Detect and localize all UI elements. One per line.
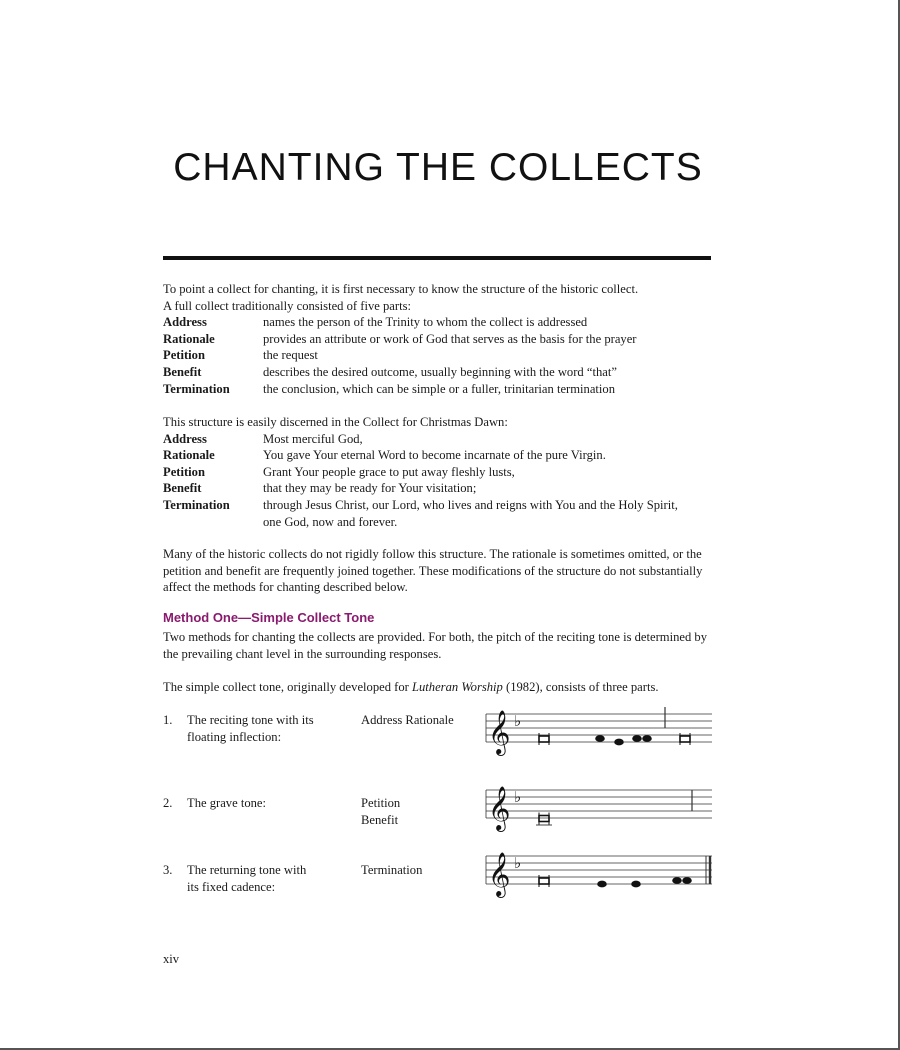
part-row-benefit [163, 364, 713, 381]
tone-parts: Petition Benefit [361, 796, 401, 827]
note-icon [597, 881, 607, 888]
part-definition: provides an attribute or work of God that serves as the basis for the prayer [263, 331, 637, 346]
part-term: Petition [163, 348, 205, 363]
example-row-rationale [163, 447, 713, 464]
book-title: Lutheran Worship [412, 680, 503, 694]
returning-tone-staff [484, 846, 714, 902]
treble-clef-icon: 𝄞 [488, 710, 511, 754]
note-icon [642, 735, 652, 742]
example-text: Grant Your people grace to put away fleshly lusts, [263, 464, 515, 479]
part-term: Termination [163, 381, 230, 396]
tone-number: 2. [163, 796, 173, 810]
example-term: Address [163, 431, 207, 446]
part-definition: the conclusion, which can be simple or a fuller, trinitarian termination [263, 381, 616, 396]
part-row-address [163, 314, 713, 331]
tone-description: The reciting tone with its floating inflection: [187, 713, 314, 744]
breve-note-icon [536, 813, 552, 826]
part-row-rationale [163, 331, 713, 348]
part-definition: describes the desired outcome, usually beginning with the word “that” [263, 364, 617, 379]
tone-parts: Address Rationale [361, 713, 454, 727]
example-text: through Jesus Christ, our Lord, who lives and reigns with You and the Holy Spirit, one God, now and forever. [263, 497, 678, 529]
intro-line-2: A full collect traditionally consisted of five parts: [163, 298, 411, 313]
method-section [163, 629, 713, 662]
treble-clef-icon: 𝄞 [488, 852, 511, 896]
grave-tone-staff [484, 780, 714, 836]
tone-parts: Termination [361, 863, 423, 877]
title-rule [163, 256, 711, 260]
intro-line-1: To point a collect for chanting, it is first necessary to know the structure of the historic collect. [163, 282, 639, 296]
note-icon [632, 735, 642, 742]
treble-clef-icon: 𝄞 [488, 786, 511, 830]
example-term: Petition [163, 464, 205, 479]
reciting-tone-staff [484, 704, 714, 760]
example-text: that they may be ready for Your visitation; [263, 481, 477, 496]
tone-description: The grave tone: [187, 796, 267, 810]
example-row-petition [163, 464, 713, 481]
note-icon [682, 877, 692, 884]
structure-note-text: Many of the historic collects do not rigidly follow this structure. The rationale is sometimes omitted, or the petition and benefit are frequently joined together. These modifications of the structure do not substantially affect the methods for chanting described below. [163, 547, 703, 595]
structure-section [163, 281, 713, 397]
example-row-benefit [163, 480, 713, 497]
part-row-petition [163, 347, 713, 364]
example-term: Termination [163, 497, 230, 512]
part-term: Rationale [163, 331, 215, 346]
example-section [163, 414, 713, 530]
method-paragraph: Two methods for chanting the collects are provided. For both, the pitch of the reciting tone is determined by the prevailing chant level in the surrounding responses. [163, 630, 708, 661]
page-title: CHANTING THE COLLECTS [173, 146, 703, 189]
tone-intro-before: The simple collect tone, originally developed for [163, 680, 412, 694]
part-term: Benefit [163, 364, 202, 379]
example-intro: This structure is easily discerned in the Collect for Christmas Dawn: [163, 415, 508, 429]
note-icon [595, 735, 605, 742]
tone-intro [163, 679, 713, 696]
tone-intro-after: (1982), consists of three parts. [502, 680, 659, 694]
example-row-termination [163, 497, 713, 530]
example-row-address [163, 431, 713, 448]
tone-description: The returning tone with its fixed cadence: [187, 863, 307, 894]
part-term: Address [163, 315, 207, 330]
method-heading: Method One—Simple Collect Tone [163, 610, 375, 625]
part-row-termination [163, 381, 713, 398]
structure-note [163, 546, 713, 596]
note-icon [672, 877, 682, 884]
note-icon [614, 739, 624, 746]
flat-sign-icon: ♭ [514, 788, 522, 806]
example-text: You gave Your eternal Word to become incarnate of the pure Virgin. [263, 448, 606, 463]
note-icon [631, 881, 641, 888]
tone-number: 1. [163, 713, 173, 727]
flat-sign-icon: ♭ [514, 712, 522, 730]
tone-number: 3. [163, 863, 173, 877]
example-term: Benefit [163, 481, 202, 496]
tone-intro-text [163, 679, 713, 696]
example-term: Rationale [163, 448, 215, 463]
flat-sign-icon: ♭ [514, 854, 522, 872]
part-definition: names the person of the Trinity to whom the collect is addressed [263, 315, 588, 330]
page-number: xiv [163, 952, 180, 966]
part-definition: the request [263, 348, 318, 363]
example-text: Most merciful God, [263, 431, 363, 446]
